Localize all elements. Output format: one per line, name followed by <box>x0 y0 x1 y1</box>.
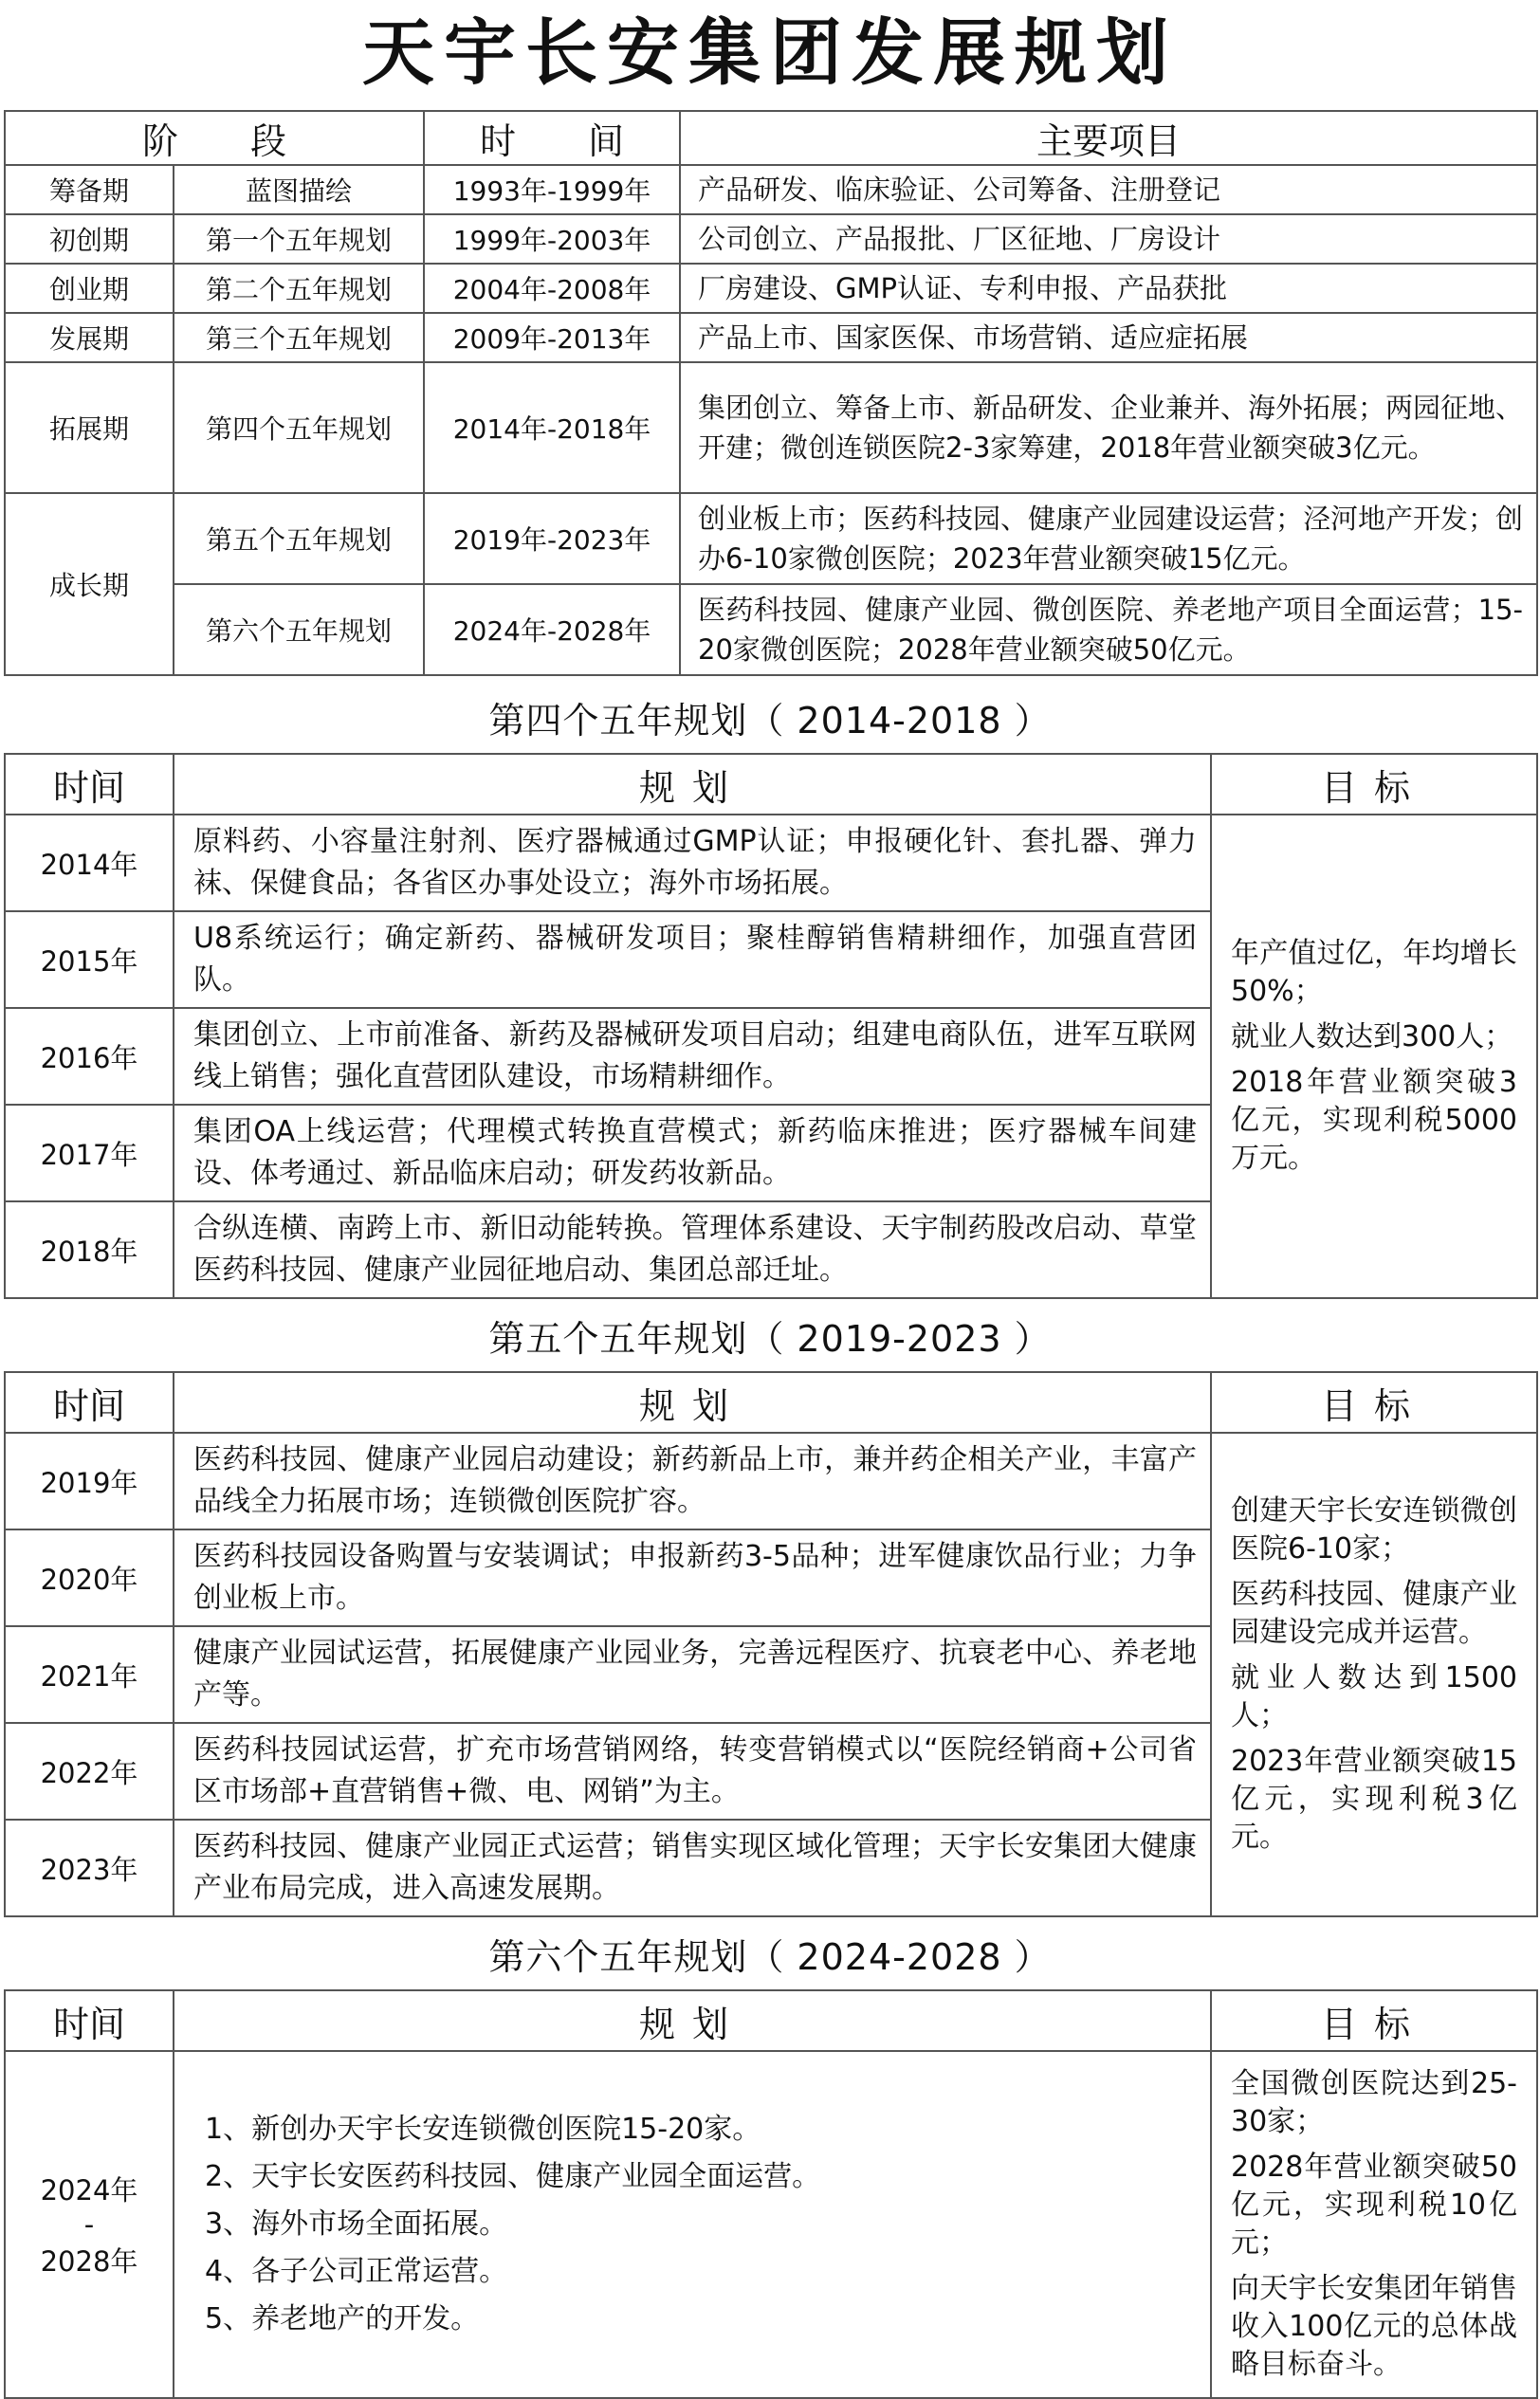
goal-cell <box>1211 2051 1537 2398</box>
year-dash: - <box>83 2208 95 2241</box>
plan-text-cell: 医药科技园、健康产业园启动建设；新药新品上市，兼并药企相关产业，丰富产品线全力拓展市场；连锁微创医院扩容。 <box>174 1433 1211 1529</box>
phase-cell: 创业期 <box>5 264 174 313</box>
year-end: 2028年 <box>40 2245 138 2278</box>
projects-cell: 医药科技园、健康产业园、微创医院、养老地产项目全面运营；15-20家微创医院；2028年营业额突破50亿元。 <box>680 584 1537 675</box>
plan4-table <box>4 753 1538 1299</box>
header-plan: 规划 <box>174 1990 1211 2051</box>
year-range-cell <box>5 2051 174 2398</box>
year-cell: 2018年 <box>5 1201 174 1298</box>
years-cell: 2019年-2023年 <box>424 493 680 584</box>
plan-cell: 蓝图描绘 <box>174 165 424 214</box>
overview-row <box>5 313 1537 362</box>
goal-item: 年产值过亿，年均增长50%； <box>1231 937 1517 1008</box>
goal-item: 2023年营业额突破15亿元，实现利税3亿元。 <box>1231 1745 1517 1854</box>
years-cell: 2014年-2018年 <box>424 362 680 493</box>
list-item: 4、各子公司正常运营。 <box>205 2255 508 2288</box>
plan-text-cell: 合纵连横、南跨上市、新旧动能转换。管理体系建设、天宇制药股改启动、草堂医药科技园、健康产业园征地启动、集团总部迁址。 <box>174 1201 1211 1298</box>
goal-item: 就业人数达到1500人； <box>1231 1661 1517 1732</box>
projects-cell: 集团创立、筹备上市、新品研发、企业兼并、海外拓展；两园征地、开建；微创连锁医院2-3家筹建，2018年营业额突破3亿元。 <box>680 362 1537 493</box>
plan-row <box>5 1433 1537 1529</box>
plan-cell: 第一个五年规划 <box>174 214 424 264</box>
header-time: 时 间 <box>424 111 680 165</box>
overview-table <box>4 110 1538 676</box>
plan-text-cell: 集团创立、上市前准备、新药及器械研发项目启动；组建电商队伍，进军互联网线上销售；强化直营团队建设，市场精耕细作。 <box>174 1008 1211 1105</box>
plan-text-cell: 原料药、小容量注射剂、医疗器械通过GMP认证；申报硬化针、套扎器、弹力袜、保健食品；各省区办事处设立；海外市场拓展。 <box>174 815 1211 911</box>
goal-cell <box>1211 1433 1537 1916</box>
goal-cell <box>1211 815 1537 1298</box>
plan-cell: 第六个五年规划 <box>174 584 424 675</box>
overview-row <box>5 165 1537 214</box>
year-cell: 2023年 <box>5 1820 174 1916</box>
plan5-table <box>4 1371 1538 1917</box>
year-cell: 2014年 <box>5 815 174 911</box>
overview-row <box>5 493 1537 584</box>
years-cell: 1993年-1999年 <box>424 165 680 214</box>
year-start: 2024年 <box>40 2174 138 2207</box>
goal-item: 医药科技园、健康产业园建设完成并运营。 <box>1231 1578 1517 1649</box>
plan-cell: 第三个五年规划 <box>174 313 424 362</box>
plan-text-cell: 健康产业园试运营，拓展健康产业园业务，完善远程医疗、抗衰老中心、养老地产等。 <box>174 1626 1211 1723</box>
goal-item: 全国微创医院达到25-30家； <box>1231 2067 1517 2138</box>
years-cell: 2009年-2013年 <box>424 313 680 362</box>
projects-cell: 产品研发、临床验证、公司筹备、注册登记 <box>680 165 1537 214</box>
plan-row <box>5 2051 1537 2398</box>
overview-row <box>5 362 1537 493</box>
goal-item: 创建天宇长安连锁微创医院6-10家； <box>1231 1494 1517 1566</box>
year-cell: 2021年 <box>5 1626 174 1723</box>
year-cell: 2019年 <box>5 1433 174 1529</box>
list-item: 5、养老地产的开发。 <box>205 2302 480 2335</box>
years-cell: 1999年-2003年 <box>424 214 680 264</box>
years-cell: 2004年-2008年 <box>424 264 680 313</box>
plan-text-cell: 医药科技园、健康产业园正式运营；销售实现区域化管理；天宇长安集团大健康产业布局完成，进入高速发展期。 <box>174 1820 1211 1916</box>
header-plan: 规划 <box>174 754 1211 815</box>
year-cell: 2016年 <box>5 1008 174 1105</box>
plan-text-cell: 医药科技园设备购置与安装调试；申报新药3-5品种；进军健康饮品行业；力争创业板上市。 <box>174 1529 1211 1626</box>
projects-cell: 厂房建设、GMP认证、专利申报、产品获批 <box>680 264 1537 313</box>
years-cell: 2024年-2028年 <box>424 584 680 675</box>
overview-row <box>5 264 1537 313</box>
phase-cell: 拓展期 <box>5 362 174 493</box>
plan-cell: 第二个五年规划 <box>174 264 424 313</box>
year-cell: 2022年 <box>5 1723 174 1820</box>
plan6-title: 第六个五年规划（ 2024-2028 ） <box>488 1936 1052 1978</box>
plan6-table <box>4 1989 1538 2399</box>
projects-cell: 创业板上市；医药科技园、健康产业园建设运营；泾河地产开发；创办6-10家微创医院；2023年营业额突破15亿元。 <box>680 493 1537 584</box>
goal-item: 向天宇长安集团年销售收入100亿元的总体战略目标奋斗。 <box>1231 2272 1517 2381</box>
plan-cell: 第四个五年规划 <box>174 362 424 493</box>
projects-cell: 公司创立、产品报批、厂区征地、厂房设计 <box>680 214 1537 264</box>
plan-text-cell: 医药科技园试运营，扩充市场营销网络，转变营销模式以“医院经销商+公司省区市场部+直营销售+微、电、网销”为主。 <box>174 1723 1211 1820</box>
plan-text-cell: 集团OA上线运营；代理模式转换直营模式；新药临床推进；医疗器械车间建设、体考通过、新品临床启动；研发药妆新品。 <box>174 1105 1211 1201</box>
overview-row <box>5 214 1537 264</box>
goal-item: 2018年营业额突破3亿元，实现利税5000万元。 <box>1231 1066 1517 1175</box>
list-item: 1、新创办天宇长安连锁微创医院15-20家。 <box>205 2113 761 2146</box>
year-cell: 2020年 <box>5 1529 174 1626</box>
page-title: 天宇长安集团发展规划 <box>362 10 1178 95</box>
overview-row <box>5 584 1537 675</box>
projects-cell: 产品上市、国家医保、市场营销、适应症拓展 <box>680 313 1537 362</box>
header-projects: 主要项目 <box>680 111 1537 165</box>
plan-cell: 第五个五年规划 <box>174 493 424 584</box>
phase-cell: 成长期 <box>5 493 174 675</box>
header-time: 时间 <box>5 1372 174 1433</box>
goal-item: 就业人数达到300人； <box>1231 1020 1513 1053</box>
phase-cell: 筹备期 <box>5 165 174 214</box>
header-time: 时间 <box>5 1990 174 2051</box>
header-goal: 目标 <box>1211 1990 1537 2051</box>
header-plan: 规划 <box>174 1372 1211 1433</box>
plan-list-cell <box>174 2051 1211 2398</box>
plan5-title: 第五个五年规划（ 2019-2023 ） <box>488 1318 1052 1360</box>
header-goal: 目标 <box>1211 754 1537 815</box>
list-item: 3、海外市场全面拓展。 <box>205 2207 508 2241</box>
plan-row <box>5 815 1537 911</box>
list-item: 2、天宇长安医药科技园、健康产业园全面运营。 <box>205 2160 821 2193</box>
phase-cell: 初创期 <box>5 214 174 264</box>
plan-text-cell: U8系统运行；确定新药、器械研发项目；聚桂醇销售精耕细作，加强直营团队。 <box>174 911 1211 1008</box>
year-cell: 2017年 <box>5 1105 174 1201</box>
year-cell: 2015年 <box>5 911 174 1008</box>
phase-cell: 发展期 <box>5 313 174 362</box>
header-phase: 阶 段 <box>5 111 424 165</box>
goal-item: 2028年营业额突破50亿元，实现利税10亿元； <box>1231 2151 1517 2260</box>
header-goal: 目标 <box>1211 1372 1537 1433</box>
header-time: 时间 <box>5 754 174 815</box>
plan4-title: 第四个五年规划（ 2014-2018 ） <box>488 700 1052 742</box>
